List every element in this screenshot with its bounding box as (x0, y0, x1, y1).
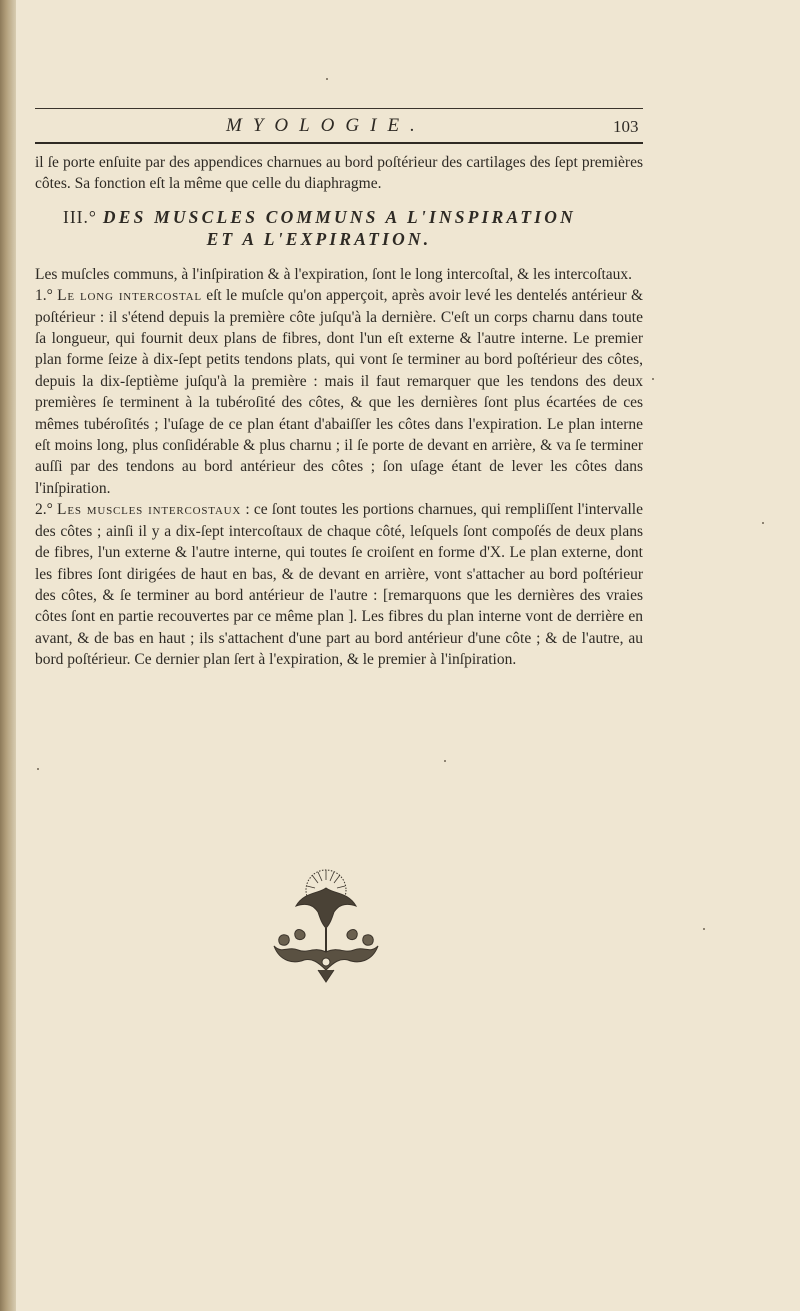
item2-paragraph (35, 499, 643, 670)
opening-paragraph: il ſe porte enſuite par des appendices charnues au bord poſtérieur des cartilages des ſept premières côtes. Sa fonction eſt la même que celle du diaphragme. (35, 154, 643, 193)
item2-number: 2.° (35, 501, 53, 519)
section-title-line2: ET A L'EXPIRATION. (206, 228, 432, 249)
section-title-line1: DES MUSCLES COMMUNS A L'INSPIRATION (102, 206, 576, 227)
header-rule-thin (35, 108, 643, 109)
phoenix-vignette-icon (268, 866, 384, 984)
running-title: MYOLOGIE. (226, 115, 426, 136)
section-number: III.° (63, 206, 97, 227)
page-number: 103 (613, 117, 639, 136)
item1-number: 1.° (35, 287, 53, 305)
intro-paragraph: Les muſcles communs, à l'inſpiration & à l'expiration, ſont le long intercoſtal, & les intercoſtaux. (35, 265, 633, 283)
item1-paragraph (35, 285, 643, 499)
item1-text: eſt le muſcle qu'on apperçoit, après avoir levé les dentelés antérieur & poſtérieur : il s'étend depuis la première côte juſqu'à la dernière. C'eſt un corps charnu dans toute ſa longueur, qui fournit deux plans de fibres, dont l'un eſt externe & l'autre interne. Le premier plan forme ſeize à dix-ſept petits tendons plats, qui vont ſe terminer au bord poſtérieur des côtes, depuis la dix-ſeptième juſqu'à la première : mais il faut remarquer que les tendons des deux premières ſe terminent à la tubéroſité des côtes, & que les dernières ſont plus écartées de ces mêmes tubéroſités ; l'uſage de ce plan étant d'abaiſſer les côtes dans l'expiration. Le plan interne eſt moins long, plus conſidérable & plus charnu ; il ſe porte de devant en arrière, & va ſe terminer auſſi par des tendons au bord antérieur des côtes ; ſon uſage étant de lever les côtes dans l'inſpiration. (35, 287, 644, 497)
header-rule-thick (35, 142, 643, 144)
body-text (35, 152, 643, 671)
item1-term: Le long intercostal (57, 287, 202, 305)
item2-text: : ce ſont toutes les portions charnues, qui rempliſſent l'intervalle des côtes ; ainſi il y a dix-ſept intercoſtaux de chaque côté, leſquels ſont compoſés de deux plans de fibres, l'un externe & l'autre interne, qui toutes ſe croiſent en forme d'X. Le plan externe, dont les fibres ſont dirigées de haut en bas, & de devant en arrière, vont s'attacher au bord poſtérieur des côtes, & ſe terminer au bord antérieur de l'autre : [remarquons que les dernières des vraies côtes ſont en partie recouvertes par ce même plan ]. Les fibres du plan interne vont de derrière en avant, & de bas en haut ; ils s'attachent d'une part au bord antérieur d'une côte ; & de l'autre, au bord poſtérieur. Ce dernier plan ſert à l'expiration, & le premier à l'inſpiration. (35, 501, 643, 669)
item2-term: Les muscles intercostaux (57, 501, 242, 519)
section-heading (35, 206, 643, 250)
